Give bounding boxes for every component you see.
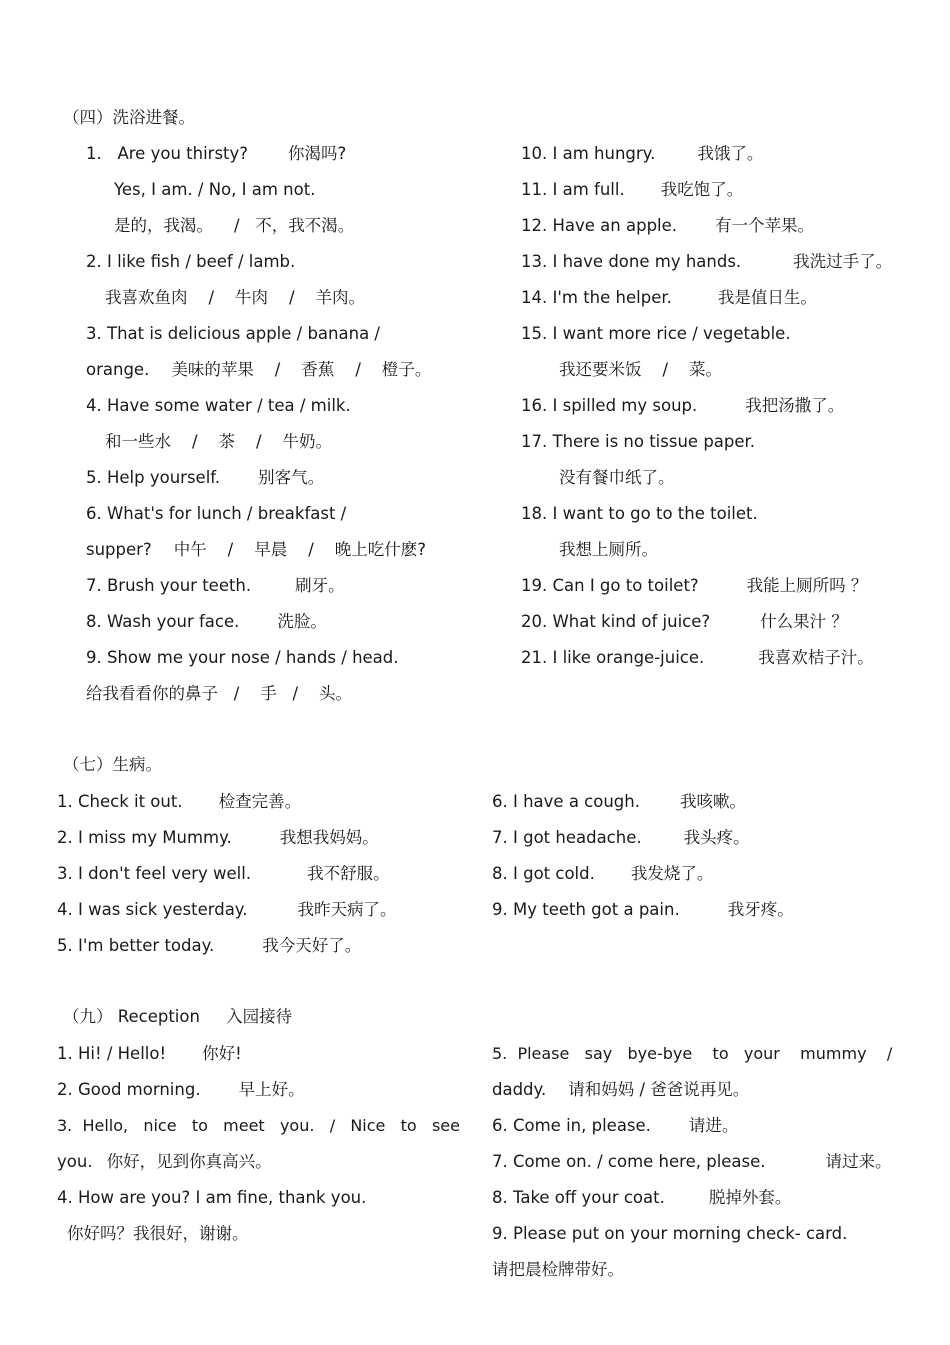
phrase-line — [559, 540, 658, 560]
phrase-line — [492, 792, 746, 812]
english-text: 4. Have some water / tea / milk. — [86, 396, 351, 415]
english-text: 10. I am hungry. — [521, 144, 656, 163]
chinese-text: 有一个苹果。 — [715, 216, 815, 235]
phrase-line — [114, 216, 354, 236]
phrase-line — [492, 1260, 624, 1280]
phrase-line — [57, 1152, 272, 1172]
english-text: 3. That is delicious apple / banana / — [86, 324, 380, 343]
phrase-line — [86, 252, 295, 272]
phrase-line — [492, 1152, 892, 1172]
chinese-text: 和一些水 / 茶 / 牛奶。 — [105, 432, 333, 451]
chinese-text: 请和妈妈 / 爸爸说再见。 — [568, 1080, 750, 1099]
english-text: 13. I have done my hands. — [521, 252, 742, 271]
english-text: 6. What's for lunch / breakfast / — [86, 504, 347, 523]
chinese-text: 我今天好了。 — [262, 936, 362, 955]
phrase-line — [492, 1188, 791, 1208]
chinese-text: 我想我妈妈。 — [279, 828, 379, 847]
phrase-line — [57, 1116, 460, 1136]
phrase-line — [57, 1080, 305, 1100]
chinese-text: 我喜欢鱼肉 / 牛肉 / 羊肉。 — [105, 288, 366, 307]
chinese-text: 刷牙。 — [295, 576, 345, 595]
english-text: 3. I don't feel very well. — [57, 864, 252, 883]
phrase-line — [521, 612, 848, 632]
english-text: you. — [57, 1152, 93, 1171]
english-text: orange. — [86, 360, 150, 379]
english-text: 9. Show me your nose / hands / head. — [86, 648, 399, 667]
phrase-line — [86, 504, 346, 524]
english-text: 21. I like orange-juice. — [521, 648, 705, 667]
english-text: daddy. — [492, 1080, 547, 1099]
english-text: 5. Please say bye-bye to your mummy / — [492, 1044, 893, 1063]
english-text: 1. Check it out. — [57, 792, 183, 811]
english-text: Yes, I am. / No, I am not. — [114, 180, 316, 199]
english-text: 1. Hi! / Hello! — [57, 1044, 167, 1063]
english-text: 11. I am full. — [521, 180, 625, 199]
phrase-line — [57, 1188, 366, 1208]
phrase-line — [521, 648, 874, 668]
phrase-line — [521, 396, 844, 416]
phrase-line — [57, 1044, 242, 1064]
chinese-text: 美味的苹果 / 香蕉 / 橙子。 — [171, 360, 432, 379]
english-text: 18. I want to go to the toilet. — [521, 504, 758, 523]
phrase-line — [492, 1080, 749, 1100]
chinese-text: 中午 / 早晨 / 晚上吃什麽? — [173, 540, 426, 559]
english-text: 9. My teeth got a pain. — [492, 900, 680, 919]
chinese-text: 没有餐巾纸了。 — [559, 468, 675, 487]
section-heading: （七）生病。 — [63, 755, 162, 774]
phrase-line — [57, 936, 361, 956]
phrase-line — [521, 144, 763, 164]
english-text: 19. Can I go to toilet? — [521, 576, 699, 595]
chinese-text: 我想上厕所。 — [559, 540, 658, 559]
phrase-line — [521, 324, 791, 344]
phrase-line — [492, 900, 794, 920]
chinese-text: 请把晨检牌带好。 — [492, 1260, 624, 1279]
phrase-line — [492, 828, 750, 848]
chinese-text: 你好! — [202, 1044, 242, 1063]
phrase-line — [492, 1044, 892, 1064]
phrase-line — [521, 504, 758, 524]
chinese-text: 我还要米饭 / 菜。 — [559, 360, 723, 379]
chinese-text: 什么果汁 ？ — [760, 612, 848, 631]
english-text: 8. Take off your coat. — [492, 1188, 665, 1207]
phrase-line — [521, 576, 867, 596]
chinese-text: 我喜欢桔子汁。 — [758, 648, 874, 667]
phrase-line — [57, 900, 396, 920]
phrase-line — [559, 360, 722, 380]
english-text: 5. I'm better today. — [57, 936, 215, 955]
phrase-line — [57, 792, 301, 812]
english-text: 7. I got headache. — [492, 828, 642, 847]
phrase-line — [105, 432, 332, 452]
phrase-line — [521, 288, 817, 308]
english-text: 12. Have an apple. — [521, 216, 678, 235]
chinese-text: 我发烧了。 — [630, 864, 714, 883]
chinese-text: 我牙疼。 — [727, 900, 794, 919]
english-text: 4. How are you? I am fine, thank you. — [57, 1188, 367, 1207]
phrase-line — [521, 432, 755, 452]
chinese-text: 我饿了。 — [697, 144, 764, 163]
section-heading: （四）洗浴进餐。 — [63, 108, 195, 127]
chinese-text: 请进。 — [688, 1116, 739, 1135]
section-heading: （九） Reception 入园接待 — [63, 1007, 293, 1026]
chinese-text: 我洗过手了。 — [793, 252, 893, 271]
phrase-line — [521, 180, 743, 200]
phrase-line — [86, 576, 345, 596]
english-text: 9. Please put on your morning check- card. — [492, 1224, 848, 1243]
phrase-line — [521, 216, 814, 236]
chinese-text: 脱掉外套。 — [708, 1188, 792, 1207]
phrase-line — [114, 180, 315, 200]
chinese-text: 你好吗？我很好，谢谢。 — [67, 1224, 249, 1243]
chinese-text: 我是值日生。 — [717, 288, 817, 307]
phrase-line — [86, 396, 351, 416]
english-text: 1. Are you thirsty? — [86, 144, 249, 163]
english-text: 14. I'm the helper. — [521, 288, 672, 307]
chinese-text: 我能上厕所吗 ？ — [746, 576, 868, 595]
english-text: 17. There is no tissue paper. — [521, 432, 756, 451]
english-text: 6. I have a cough. — [492, 792, 640, 811]
chinese-text: 我不舒服。 — [307, 864, 390, 883]
phrase-line — [57, 828, 379, 848]
phrase-line — [57, 864, 390, 884]
english-text: 7. Come on. / come here, please. — [492, 1152, 766, 1171]
english-text: 2. I like fish / beef / lamb. — [86, 252, 296, 271]
english-text: 4. I was sick yesterday. — [57, 900, 248, 919]
chinese-text: 我昨天病了。 — [297, 900, 397, 919]
chinese-text: 别客气。 — [258, 468, 325, 487]
english-text: supper? — [86, 540, 152, 559]
chinese-text: 给我看看你的鼻子 / 手 / 头。 — [86, 684, 353, 703]
phrase-line — [492, 1116, 738, 1136]
phrase-line — [67, 1224, 249, 1244]
phrase-line — [86, 144, 346, 164]
chinese-text: 我咳嗽。 — [679, 792, 746, 811]
english-text: 3. Hello, nice to meet you. / Nice to see — [57, 1116, 460, 1135]
english-text: 5. Help yourself. — [86, 468, 221, 487]
english-text: 6. Come in, please. — [492, 1116, 651, 1135]
phrase-line — [559, 468, 675, 488]
chinese-text: 检查完善。 — [218, 792, 302, 811]
chinese-text: 早上好。 — [238, 1080, 305, 1099]
chinese-text: 我吃饱了。 — [660, 180, 744, 199]
english-text: 8. Wash your face. — [86, 612, 240, 631]
chinese-text: 是的，我渴。 / 不，我不渴。 — [114, 216, 355, 235]
phrase-line — [86, 324, 380, 344]
english-text: 15. I want more rice / vegetable. — [521, 324, 791, 343]
phrase-line — [86, 468, 324, 488]
phrase-line — [492, 1224, 847, 1244]
english-text: 7. Brush your teeth. — [86, 576, 252, 595]
english-text: 20. What kind of juice? — [521, 612, 711, 631]
english-text: 2. I miss my Mummy. — [57, 828, 232, 847]
chinese-text: 请过来。 — [825, 1152, 892, 1171]
phrase-line — [86, 612, 327, 632]
phrase-line — [86, 360, 431, 380]
chinese-text: 我把汤撒了。 — [745, 396, 845, 415]
phrase-line — [86, 540, 426, 560]
chinese-text: 我头疼。 — [683, 828, 750, 847]
chinese-text: 你好，见到你真高兴。 — [106, 1152, 272, 1171]
chinese-text: 你渴吗? — [288, 144, 347, 163]
english-text: 8. I got cold. — [492, 864, 595, 883]
phrase-line — [521, 252, 892, 272]
chinese-text: 洗脸。 — [277, 612, 327, 631]
english-text: 2. Good morning. — [57, 1080, 201, 1099]
phrase-line — [492, 864, 713, 884]
phrase-line — [105, 288, 365, 308]
phrase-line — [86, 648, 399, 668]
english-text: 16. I spilled my soup. — [521, 396, 698, 415]
phrase-line — [86, 684, 352, 704]
